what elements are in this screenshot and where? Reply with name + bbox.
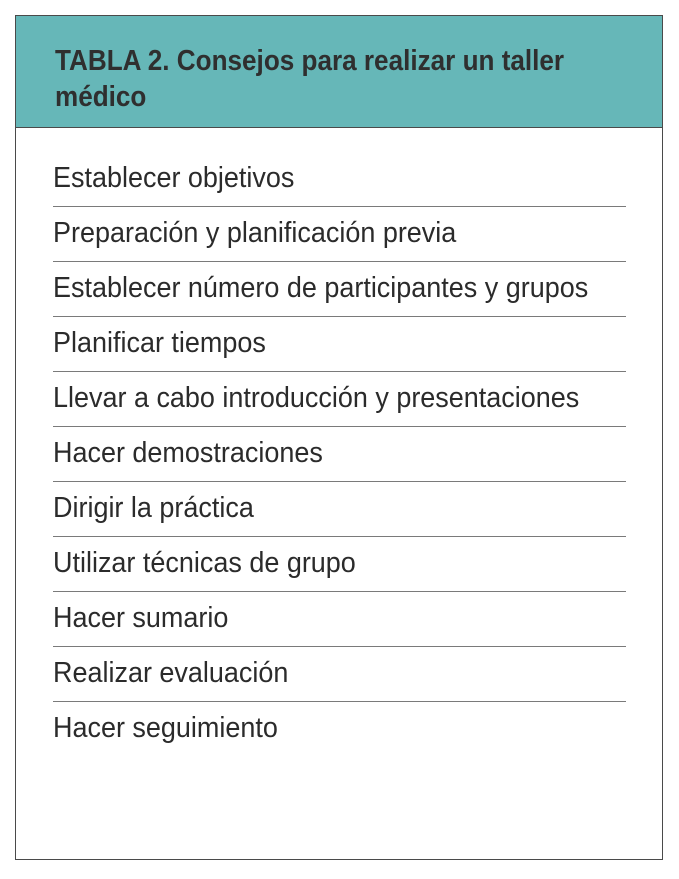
row-text: Hacer sumario xyxy=(53,602,229,634)
row-text: Planificar tiempos xyxy=(53,327,266,359)
table-title: TABLA 2. Consejos para realizar un taller médico xyxy=(55,45,565,113)
table-row xyxy=(53,317,626,372)
row-text: Establecer número de participantes y grupos xyxy=(53,272,589,304)
table-row xyxy=(53,647,626,702)
row-text: Hacer seguimiento xyxy=(53,712,278,744)
row-text: Utilizar técnicas de grupo xyxy=(53,547,356,579)
advice-table xyxy=(15,15,663,860)
row-text: Hacer demostraciones xyxy=(53,437,323,469)
table-row xyxy=(53,427,626,482)
row-text: Llevar a cabo introducción y presentaciones xyxy=(53,382,580,414)
row-text: Realizar evaluación xyxy=(53,657,289,689)
row-text: Preparación y planificación previa xyxy=(53,217,457,249)
table-row xyxy=(53,537,626,592)
row-text: Establecer objetivos xyxy=(53,162,295,194)
table-row xyxy=(53,482,626,537)
table-row xyxy=(53,372,626,427)
table-row xyxy=(53,152,626,207)
table-row xyxy=(53,207,626,262)
table-row xyxy=(53,262,626,317)
table-header xyxy=(16,16,662,128)
row-text: Dirigir la práctica xyxy=(53,492,254,524)
table-rows xyxy=(53,152,626,756)
table-row xyxy=(53,592,626,647)
table-row xyxy=(53,702,626,756)
